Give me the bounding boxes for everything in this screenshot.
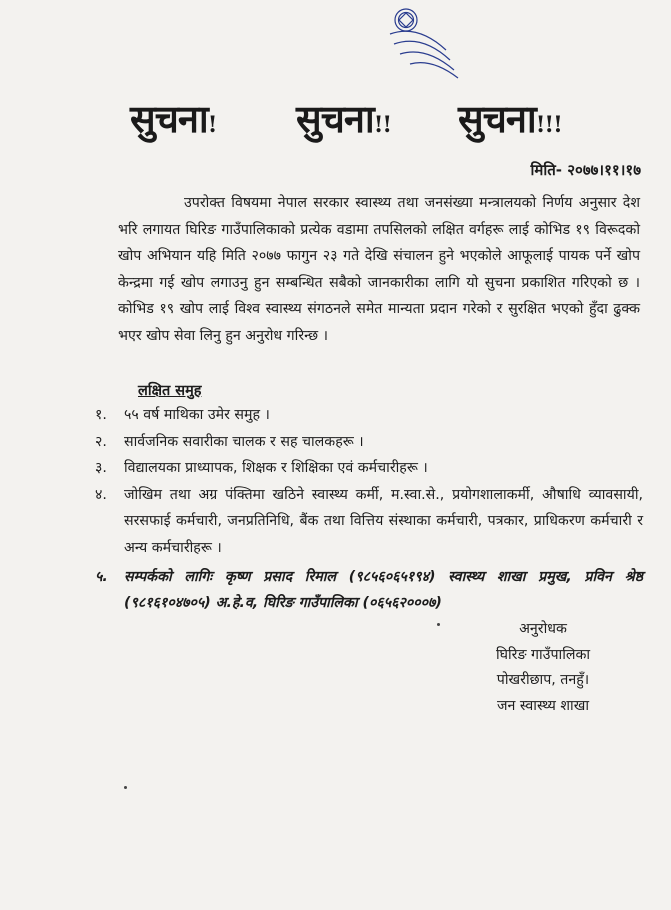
signature-line: पोखरीछाप, तनहुँ। — [496, 672, 590, 688]
signature-line: अनुरोधक — [519, 621, 567, 637]
signature-line: जन स्वास्थ्य शाखा — [496, 697, 590, 714]
notice-headline — [0, 92, 671, 150]
notice-date: मिति- २०७७।११।१७ — [530, 161, 641, 179]
list-item — [95, 482, 643, 562]
list-item-text: जोखिम तथा अग्र पंक्तिमा खठिने स्वास्थ्य कर्मी, म.स्वा.से., प्रयोगशालाकर्मी, औषाधि व्यावसायी, सरसफाई कर्मचारी, जनप्रतिनिधि, बैंक तथा वित्तिय संस्थाका कर्मचारी, पत्रकार, प्राधिकरण कर्मचारी र अन्य कर्मचारीहरू । — [124, 486, 643, 556]
ink-speck — [437, 623, 440, 626]
list-item-text: सार्वजनिक सवारीका चालक र सह चालकहरू । — [124, 433, 364, 450]
list-item — [95, 455, 643, 482]
list-item-number: ५. — [95, 568, 108, 585]
headline-word-2: सुचना!! — [296, 96, 392, 141]
headline-word-3: सुचना!!! — [458, 96, 562, 141]
signature-block — [478, 617, 608, 719]
target-group-list — [95, 402, 643, 617]
list-item-number: १. — [95, 407, 107, 423]
contact-info — [95, 564, 643, 617]
list-item-number: २. — [95, 433, 107, 450]
list-item — [95, 402, 643, 429]
ink-speck — [124, 786, 127, 789]
signature-line: घिरिङ गाउँपालिका — [495, 646, 591, 663]
list-item-text: विद्यालयका प्राध्यापक, शिक्षक र शिक्षिका एवं कर्मचारीहरू । — [124, 460, 428, 477]
list-item — [95, 429, 643, 456]
headline-word-1: सुचना! — [130, 96, 217, 141]
target-group-heading: लक्षित समुह — [138, 383, 202, 399]
contact-text: सम्पर्कको लागिः कृष्ण प्रसाद रिमाल (९८५६०६५१९४) स्वास्थ्य शाखा प्रमुख, प्रविन श्रेष्ठ (९८१६१०४७०५) अ.हे.व, घिरिङ गाउँपालिका (०६५६२०००७) — [124, 568, 643, 612]
office-seal — [370, 4, 466, 82]
notice-body: उपरोक्त विषयमा नेपाल सरकार स्वास्थ्य तथा जनसंख्या मन्त्रालयको निर्णय अनुसार देश भरि लगायत घिरिङ गाउँपालिकाको प्रत्येक वडामा तपसिलको लक्षित वर्गहरू लाई कोभिड १९ विरूदको खोप अभियान यहि मिति २०७७ फागुन २३ गते देखि संचालन हुने भएकोले आफूलाई पायक पर्ने खोप केन्द्रमा गई खोप लगाउनु हुन सम्बन्धित सबैको जानकारीका लागि यो सुचना प्रकाशित गरिएको छ । कोभिड १९ खोप लाई विश्व स्वास्थ्य संगठनले समेत मान्यता प्रदान गरेको र सुरक्षित भएको हुँदा ढुक्क भएर खोप सेवा लिनु हुन अनुरोध गरिन्छ । — [118, 195, 640, 344]
list-item-number: ३. — [95, 460, 107, 477]
list-item-text: ५५ वर्ष माथिका उमेर समुह । — [124, 407, 270, 423]
list-item-number: ४. — [95, 486, 107, 503]
